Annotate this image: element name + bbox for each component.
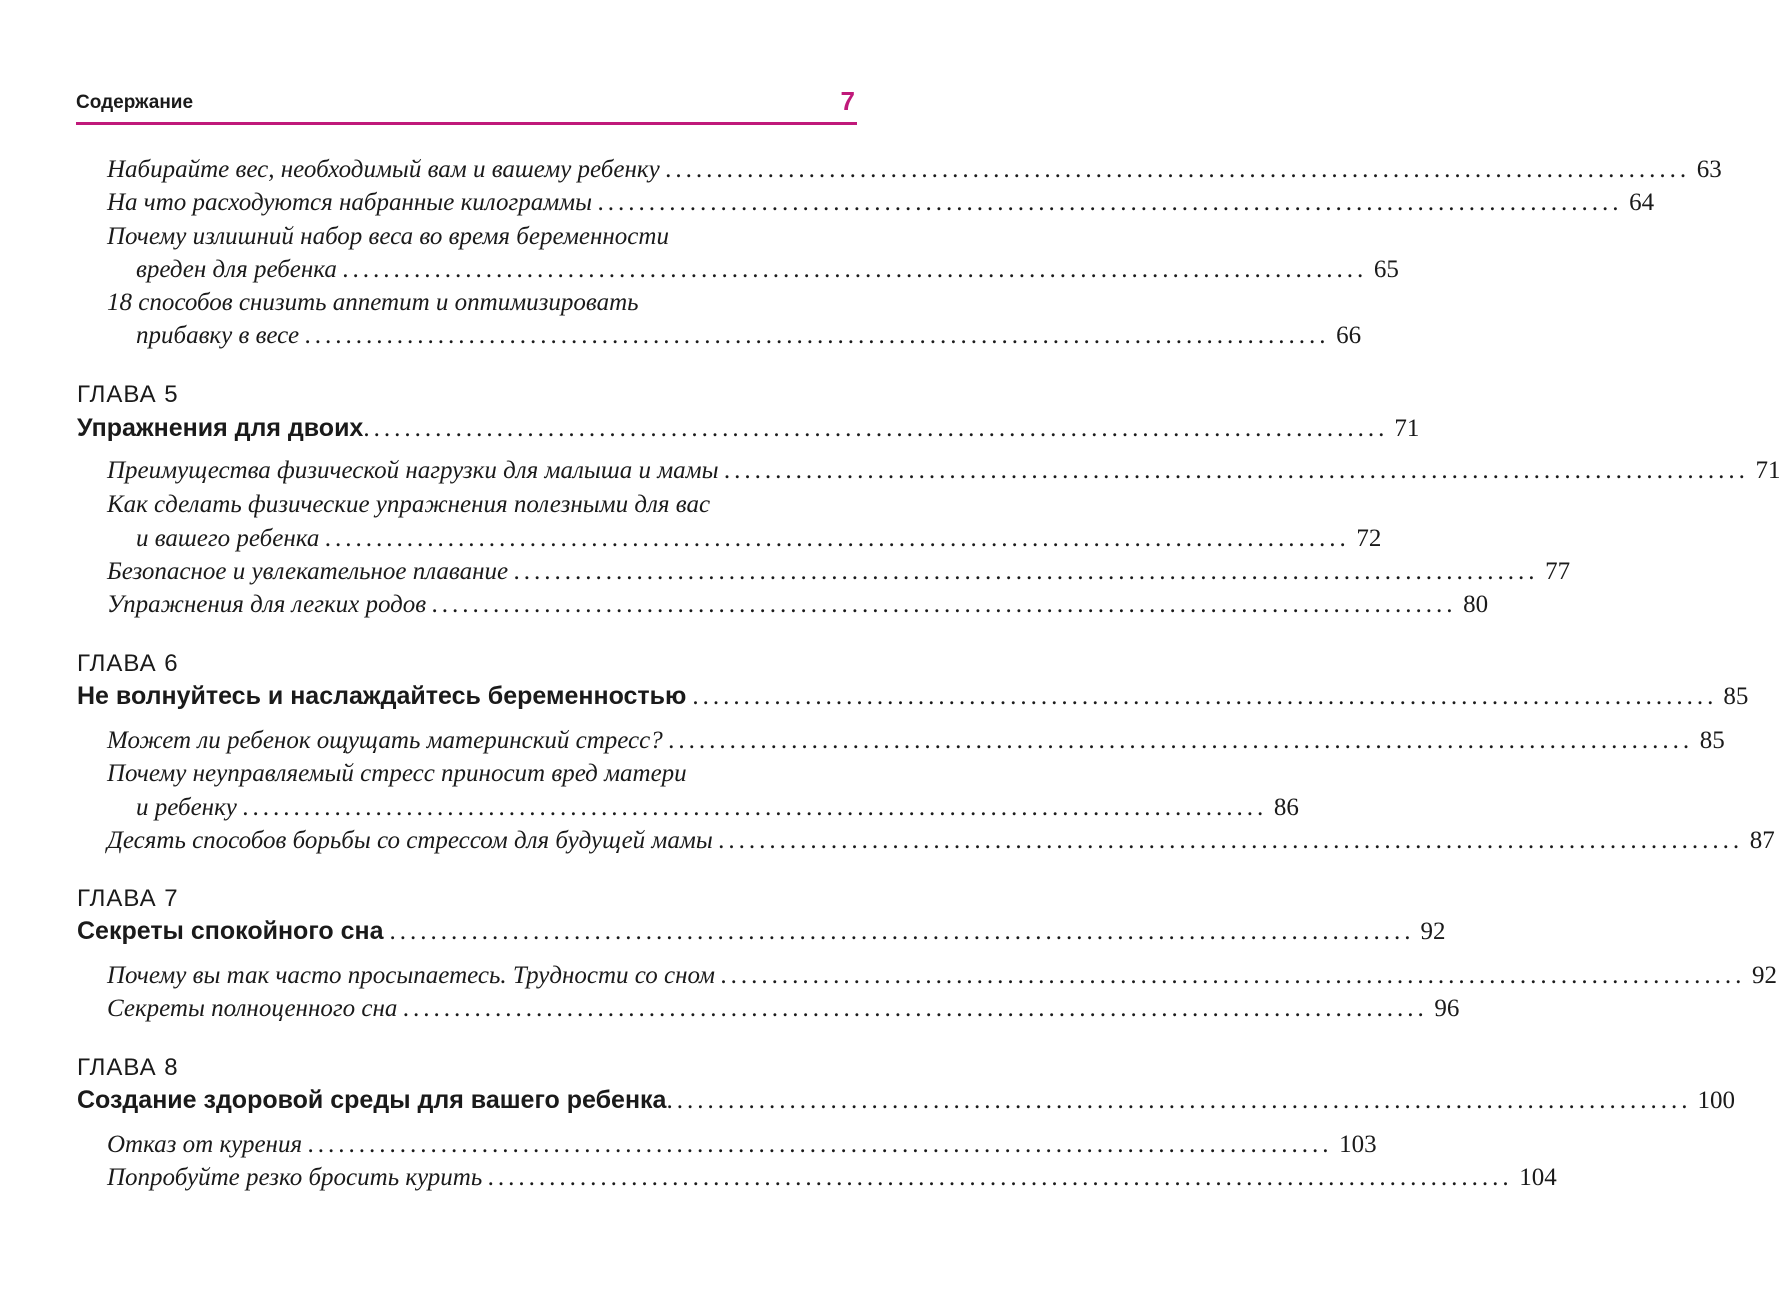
toc-entry[interactable] — [107, 827, 1775, 855]
chapter-heading: ГЛАВА 8 — [77, 1054, 179, 1081]
toc-entry-page: 72 — [1356, 525, 1382, 552]
toc-entry-label: прибавку в весе — [136, 322, 300, 349]
toc-entry-label-line1[interactable]: Как сделать физические упражнения полезными для вас — [107, 491, 711, 518]
toc-entry-page: 66 — [1336, 322, 1362, 349]
dot-leader: .................................................................................................... — [432, 591, 1458, 618]
dot-leader: .................................................................................................... — [242, 794, 1268, 821]
toc-entry-label: Отказ от курения — [107, 1131, 303, 1158]
chapter-title: Упражнения для двоих — [77, 414, 364, 442]
page-number: 7 — [840, 86, 855, 116]
chapter-page: 100 — [1697, 1087, 1735, 1114]
toc-entry-page: 87 — [1749, 827, 1775, 854]
chapter-title: Секреты спокойного сна — [77, 917, 384, 945]
dot-leader: .................................................................................................... — [403, 995, 1429, 1022]
toc-entry-page: 77 — [1545, 558, 1571, 585]
toc-entry-label: и ребенку — [136, 794, 237, 821]
toc-entry[interactable] — [107, 1131, 1377, 1159]
toc-entry-page: 86 — [1273, 794, 1299, 821]
chapter-entry[interactable] — [77, 917, 1446, 946]
toc-entry-label: и вашего ребенка — [136, 525, 320, 552]
toc-entry-label: вреден для ребенка — [136, 256, 337, 283]
toc-entry-label: Секреты полноценного сна — [107, 995, 398, 1022]
dot-leader: .................................................................................................... — [668, 727, 1694, 754]
chapter-title: Не волнуйтесь и наслаждайтесь беременностью — [77, 682, 687, 710]
chapter-page: 92 — [1420, 918, 1446, 945]
dot-leader: .................................................................................................... — [488, 1164, 1514, 1191]
toc-entry-page: 96 — [1434, 995, 1460, 1022]
toc-entry-label: Попробуйте резко бросить курить — [107, 1164, 483, 1191]
toc-entry-page: 85 — [1699, 727, 1725, 754]
dot-leader: .................................................................................................... — [666, 1087, 1692, 1114]
chapter-page: 71 — [1394, 415, 1420, 442]
toc-entry-page: 71 — [1755, 457, 1781, 484]
toc-entry-page: 64 — [1629, 189, 1655, 216]
dot-leader: .................................................................................................... — [665, 156, 1691, 183]
chapter-entry[interactable] — [77, 682, 1749, 711]
toc-entry[interactable] — [107, 995, 1460, 1023]
toc-entry-label-line1[interactable]: Почему излишний набор веса во время беременности — [107, 223, 669, 250]
toc-entry-label: На что расходуются набранные килограммы — [107, 189, 593, 216]
toc-entry[interactable] — [107, 189, 1655, 217]
toc-entry-label: Почему вы так часто просыпаетесь. Трудности со сном — [107, 962, 716, 989]
chapter-heading: ГЛАВА 5 — [77, 381, 179, 408]
toc-entry-label-line1[interactable]: Почему неуправляемый стресс приносит вред матери — [107, 760, 687, 787]
dot-leader: .................................................................................................... — [692, 683, 1718, 710]
toc-entry-label: Безопасное и увлекательное плавание — [107, 558, 509, 585]
toc-entry-page: 80 — [1463, 591, 1489, 618]
toc-entry-page: 104 — [1519, 1164, 1557, 1191]
toc-entry-label: Десять способов борьбы со стрессом для будущей мамы — [107, 827, 713, 854]
toc-entry[interactable] — [136, 525, 1382, 553]
dot-leader: .................................................................................................... — [724, 457, 1750, 484]
toc-entry-label: Может ли ребенок ощущать материнский стресс? — [107, 727, 663, 754]
chapter-page: 85 — [1723, 683, 1749, 710]
toc-entry[interactable] — [136, 256, 1399, 284]
toc-entry[interactable] — [107, 962, 1778, 990]
toc-entry-label: Набирайте вес, необходимый вам и вашему ребенку — [107, 156, 660, 183]
toc-entry[interactable] — [107, 156, 1722, 184]
toc-entry-page: 92 — [1752, 962, 1778, 989]
running-header-title: Содержание — [76, 92, 194, 113]
chapter-entry[interactable] — [77, 1086, 1735, 1115]
chapter-heading: ГЛАВА 7 — [77, 885, 179, 912]
toc-entry-label-line1[interactable]: 18 способов снизить аппетит и оптимизировать — [107, 289, 639, 316]
toc-entry[interactable] — [107, 1164, 1557, 1192]
toc-entry-page: 103 — [1339, 1131, 1377, 1158]
dot-leader: .................................................................................................... — [718, 827, 1744, 854]
toc-entry-label: Преимущества физической нагрузки для малыша и мамы — [107, 457, 719, 484]
toc-entry-page: 65 — [1373, 256, 1399, 283]
toc-entry[interactable] — [107, 727, 1725, 755]
dot-leader: .................................................................................................... — [305, 322, 1331, 349]
dot-leader: .................................................................................................... — [325, 525, 1351, 552]
dot-leader: .................................................................................................... — [342, 256, 1368, 283]
toc-entry-page: 63 — [1696, 156, 1722, 183]
toc-entry-label: Упражнения для легких родов — [107, 591, 427, 618]
dot-leader: .................................................................................................... — [363, 415, 1389, 442]
chapter-entry[interactable] — [77, 414, 1420, 443]
toc-entry[interactable] — [107, 457, 1781, 485]
dot-leader: .................................................................................................... — [514, 558, 1540, 585]
dot-leader: .................................................................................................... — [389, 918, 1415, 945]
toc-entry[interactable] — [107, 558, 1571, 586]
dot-leader: .................................................................................................... — [598, 189, 1624, 216]
toc-entry[interactable] — [107, 591, 1489, 619]
dot-leader: .................................................................................................... — [308, 1131, 1334, 1158]
toc-entry[interactable] — [136, 322, 1362, 350]
toc-entry[interactable] — [136, 794, 1299, 822]
chapter-heading: ГЛАВА 6 — [77, 650, 179, 677]
chapter-title: Создание здоровой среды для вашего ребенка — [77, 1086, 667, 1114]
dot-leader: .................................................................................................... — [721, 962, 1747, 989]
